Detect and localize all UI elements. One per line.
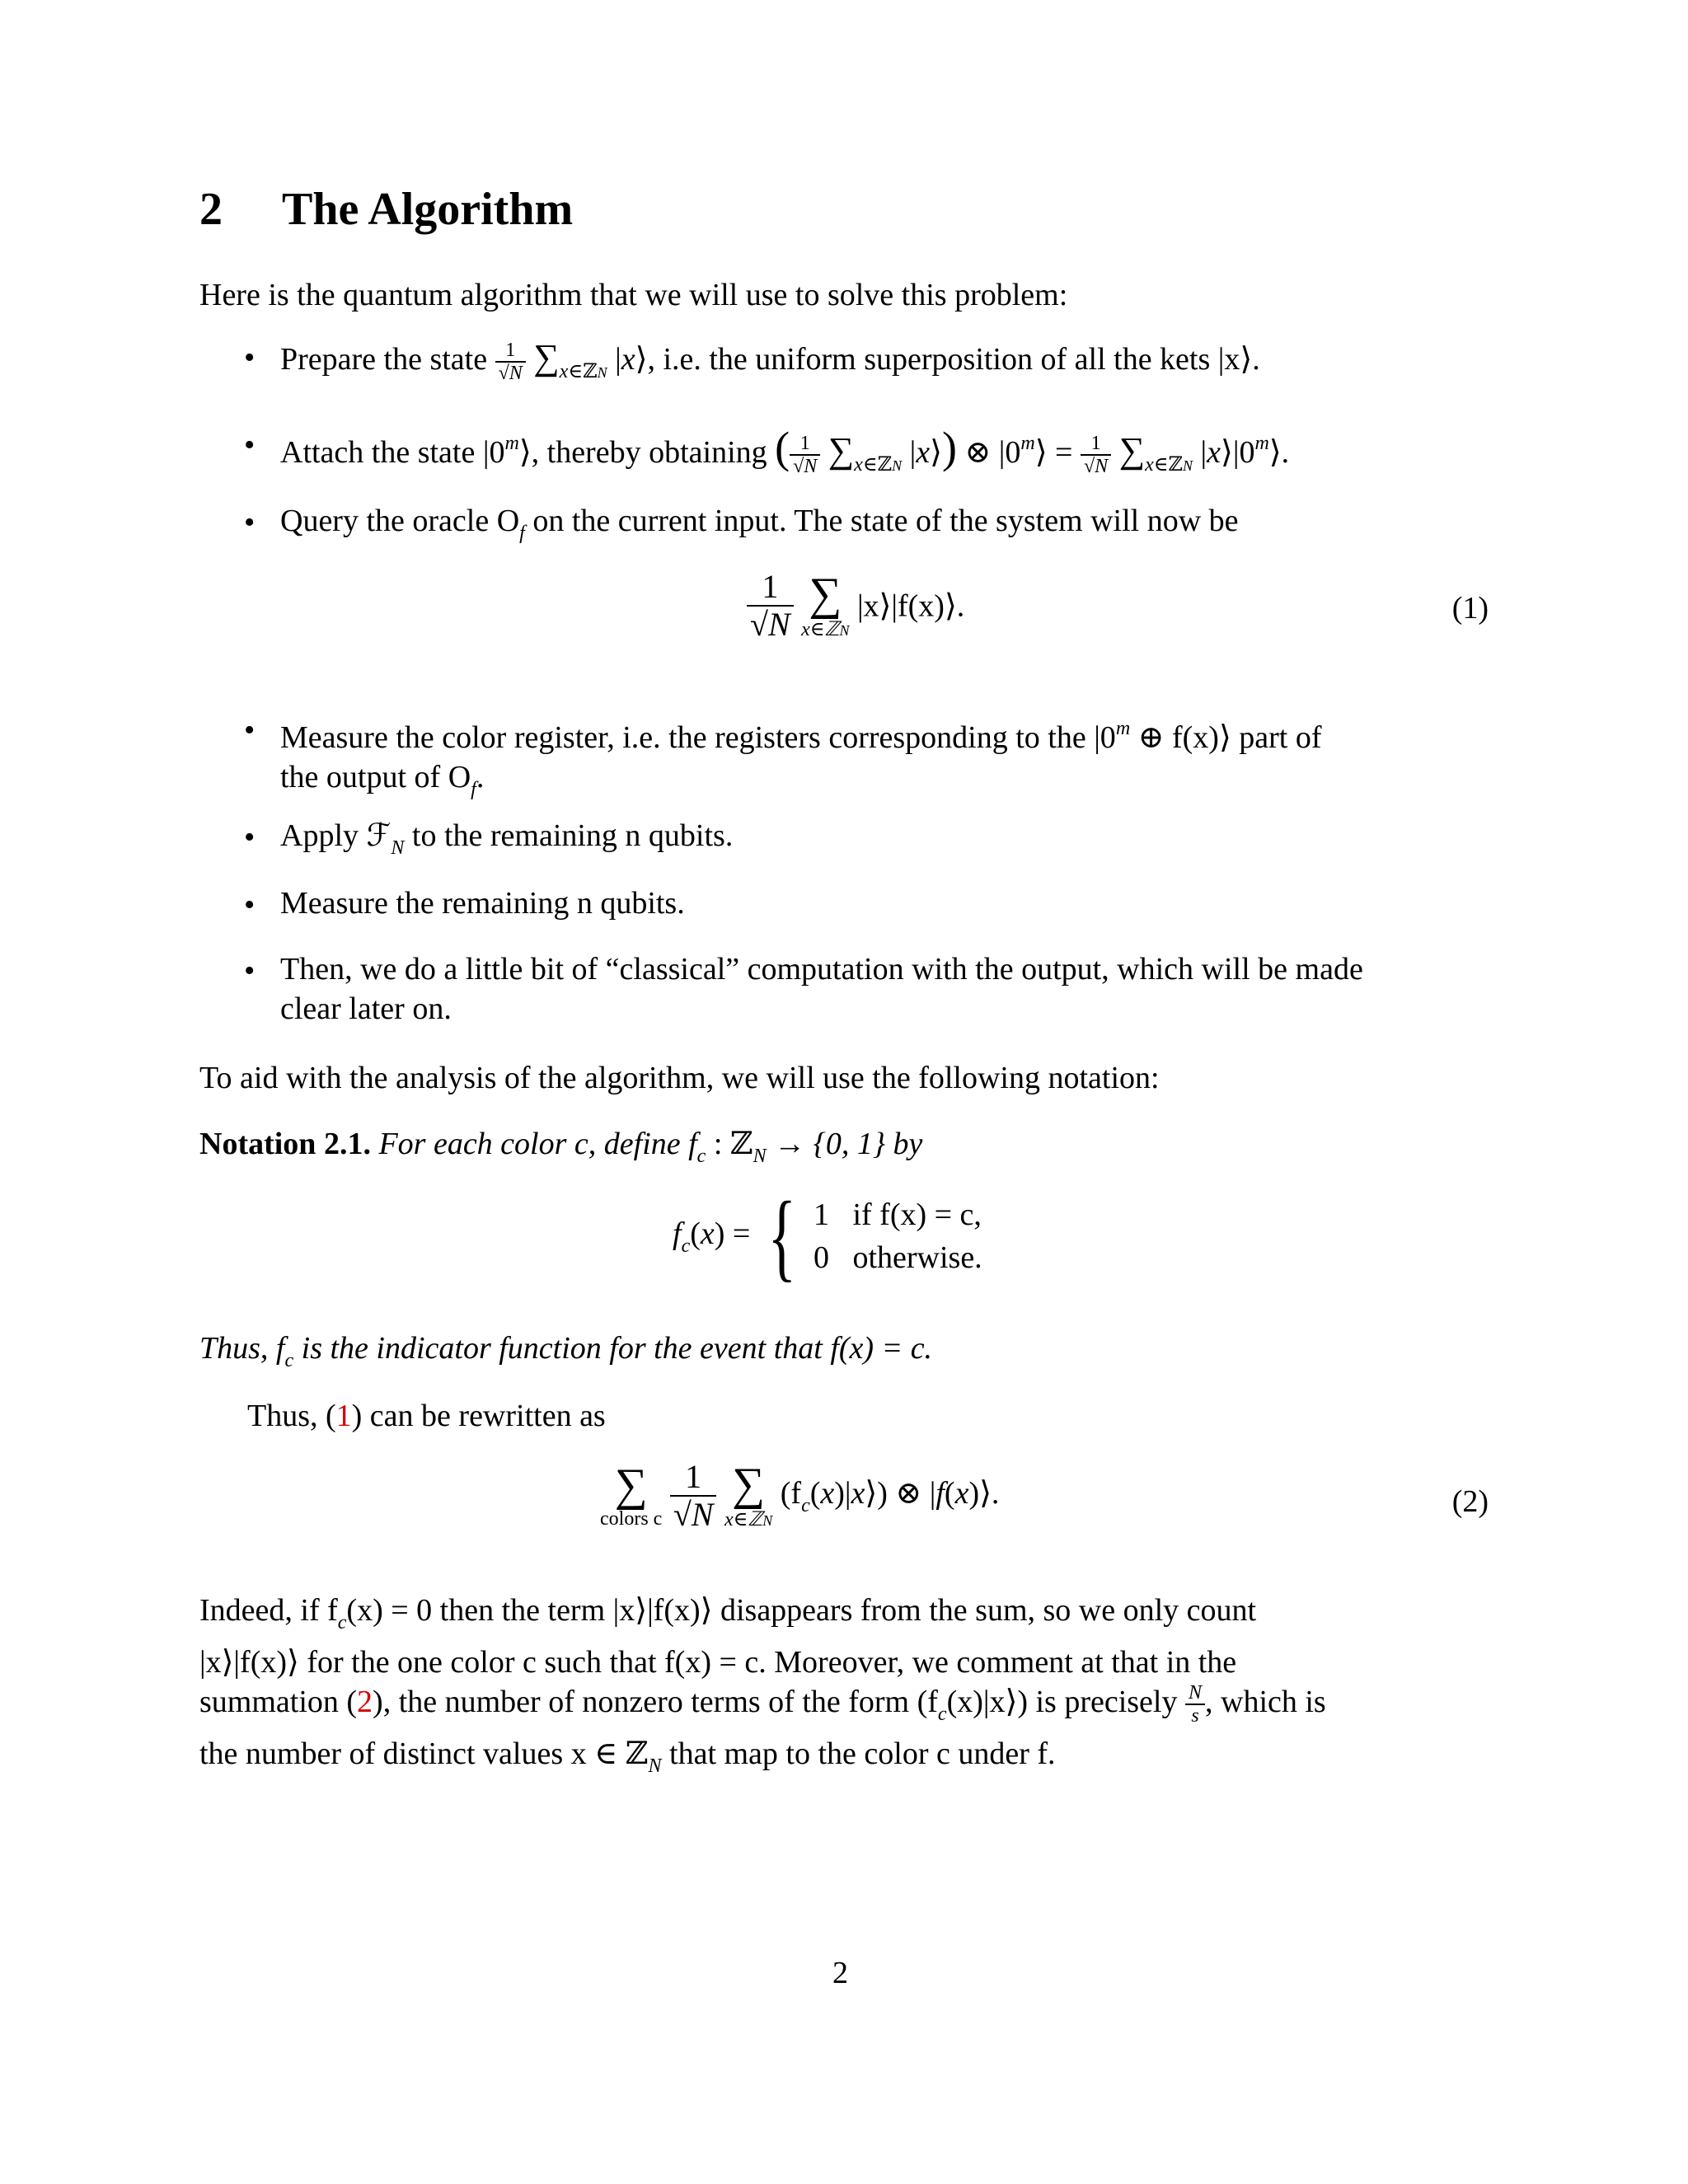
indicator-sentence: Thus, $f_c$ is the indicator function for the event that f(x) = c. xyxy=(199,1331,933,1371)
bullet-dot: • xyxy=(244,505,256,540)
bullet-dot: • xyxy=(244,888,256,922)
notation-statement: Notation 2.1. For each color c, define $f_c$ : ℤ$_N$ → {0, 1} by xyxy=(199,1127,923,1167)
notation-intro: To aid with the analysis of the algorithm, we will use the following notation: xyxy=(199,1061,1160,1095)
equation-1: $\frac{1}{√N}$ ∑ x∈ℤN |x⟩|f(x)⟩. xyxy=(747,569,964,643)
bullet-item-1: Prepare the state $\frac{1}{√N}$ $\sum_{x\in ℤN}$ |x⟩, i.e. the uniform superposition of all the kets |x⟩. xyxy=(280,337,1260,385)
bullet-item-7: Then, we do a little bit of “classical” computation with the output, which will be made clear later on. xyxy=(280,952,1363,1026)
section-heading: 2 The Algorithm xyxy=(199,184,574,235)
equation-2-number: (2) xyxy=(1451,1484,1489,1519)
page-number: 2 xyxy=(832,1956,848,1990)
equation-ref-2[interactable]: 2 xyxy=(357,1685,373,1720)
bullet-dot: • xyxy=(244,340,256,375)
bullet-dot: • xyxy=(244,954,256,988)
equation-2: ∑ colors c $\frac{1}{√N}$ ∑ x∈ℤN $(f_c(x)|x⟩)$ ⊗ |f(x)⟩. xyxy=(600,1458,1000,1533)
cases-definition: $f_c(x)$ = { 1 if f(x) = c, 0 otherwise. xyxy=(673,1181,982,1291)
bullet-dot: • xyxy=(244,713,256,748)
intro-text: Here is the quantum algorithm that we will use to solve this problem: xyxy=(199,278,1068,312)
final-paragraph: Indeed, if $f_c(x) = 0$ then the term |x⟩|f(x)⟩ disappears from the sum, so we only count |x⟩|f(x)⟩ for the one color c such that f(x) = c. Moreover, we comment at that in the summation (2), the number of nonzero terms of the form $(f_c(x)|x⟩)$ is precisely $\frac{N}{s}$ , which is the number of distinct values x ∈ ℤ$_N$ that map to the color c under f. xyxy=(199,1593,1326,1778)
equation-ref-1[interactable]: 1 xyxy=(335,1399,352,1433)
bullet-item-2: Attach the state |0$^m$⟩, thereby obtaining ( $\frac{1}{√N}$ $\sum_{x\in ℤN}$ |x⟩) ⊗ $|0^m⟩$ = $\frac{1}{√N}$ $\sum_{x\in ℤN}$ |x⟩|0$^m$⟩. xyxy=(280,423,1290,478)
bullet-item-6: Measure the remaining n qubits. xyxy=(280,886,685,921)
bullet-dot: • xyxy=(244,428,256,462)
bullet-item-4: Measure the color register, i.e. the registers corresponding to the |0$^m$ ⊕ f(x)⟩ part of the output of $O_f$. xyxy=(280,718,1322,800)
rewrite-sentence: Thus, (1) can be rewritten as xyxy=(247,1399,606,1433)
bullet-item-5: Apply ℱ$_N$ to the remaining n qubits. xyxy=(280,818,734,859)
bullet-item-3: Query the oracle $O_f$ on the current input. The state of the system will now be xyxy=(280,504,1239,544)
equation-1-number: (1) xyxy=(1451,591,1489,626)
bullet-dot: • xyxy=(244,820,256,855)
